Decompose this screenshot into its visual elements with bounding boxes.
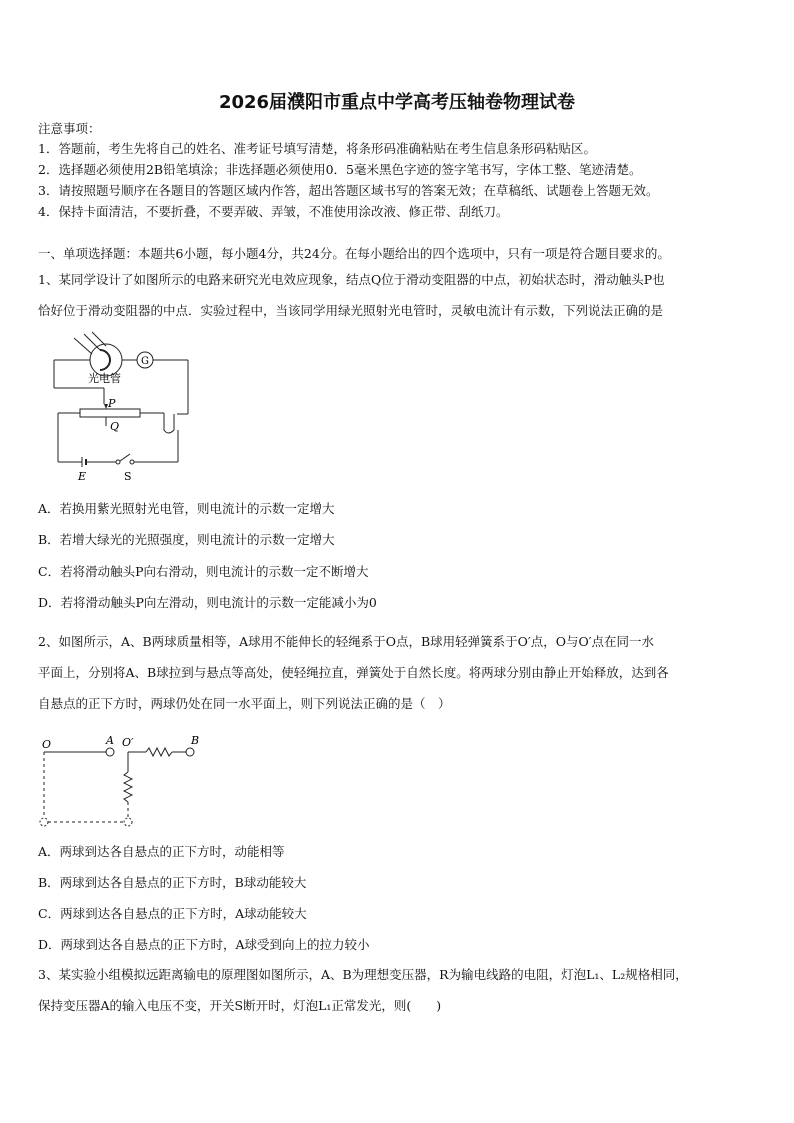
o-label: O [42,738,52,751]
q1-stem-line1: 1、某同学设计了如图所示的电路来研究光电效应现象，结点Q位于滑动变阻器的中点，初始状态时，滑动触头P也 [38,272,665,287]
s-label: S [124,470,132,483]
galvanometer-label: G [141,356,149,367]
notice-heading: 注意事项： [38,121,101,136]
q2-stem-line3: 自悬点的正下方时，两球仍处在同一水平面上，则下列说法正确的是（ ） [38,696,451,711]
q2-stem-line2: 平面上，分别将A、B球拉到与悬点等高处，使轻绳拉直，弹簧处于自然长度。将两球分别由静止开始释放，达到各 [38,665,669,680]
q1-option-d: D．若将滑动触头P向左滑动，则电流计的示数一定能减小为0 [38,595,377,610]
q1-circuit-figure [44,330,204,485]
o-prime-label: O′ [122,736,134,749]
page-title: 2026届濮阳市重点中学高考压轴卷物理试卷 [218,92,576,113]
q2-option-c: C．两球到达各自悬点的正下方时，A球动能较大 [38,906,307,921]
notice-item-3: 3．请按照题号顺序在各题目的答题区域内作答，超出答题区域书写的答案无效；在草稿纸、试题卷上答题无效。 [38,183,659,198]
q-label: Q [110,420,120,433]
section-heading: 一、单项选择题：本题共6小题，每小题4分，共24分。在每小题给出的四个选项中，只有一项是符合题目要求的。 [38,246,670,261]
q2-option-b: B．两球到达各自悬点的正下方时，B球动能较大 [38,875,307,890]
b-label: B [191,734,200,747]
q2-option-d: D．两球到达各自悬点的正下方时，A球受到向上的拉力较小 [38,937,370,952]
notice-item-4: 4．保持卡面清洁，不要折叠，不要弄破、弄皱，不准使用涂改液、修正带、刮纸刀。 [38,204,509,219]
q1-stem-line2: 恰好位于滑动变阻器的中点．实验过程中，当该同学用绿光照射光电管时，灵敏电流计有示数，下列说法正确的是 [38,303,664,318]
e-label: E [78,470,87,483]
q2-pendulum-figure [36,734,216,830]
q2-stem-line1: 2、如图所示，A、B两球质量相等，A球用不能伸长的轻绳系于O点，B球用轻弹簧系于O′点，O与O′点在同一水 [38,634,655,649]
tube-label: 光电管 [88,372,121,385]
p-label: P [108,397,116,410]
notice-item-2: 2．选择题必须使用2B铅笔填涂；非选择题必须使用0．5毫米黑色字迹的签字笔书写，字体工整、笔迹清楚。 [38,162,642,177]
a-label: A [106,734,114,747]
notice-item-1: 1．答题前，考生先将自己的姓名、准考证号填写清楚，将条形码准确粘贴在考生信息条形码粘贴区。 [38,141,596,156]
q1-option-b: B．若增大绿光的光照强度，则电流计的示数一定增大 [38,532,335,547]
q3-stem-line1: 3、某实验小组模拟远距离输电的原理图如图所示，A、B为理想变压器，R为输电线路的电阻，灯泡L₁、L₂规格相同， [38,967,688,982]
q3-stem-line2: 保持变压器A的输入电压不变，开关S断开时，灯泡L₁正常发光，则( ) [38,998,442,1013]
q1-option-c: C．若将滑动触头P向右滑动，则电流计的示数一定不断增大 [38,564,369,579]
q2-option-a: A．两球到达各自悬点的正下方时，动能相等 [38,844,285,859]
q1-option-a: A．若换用紫光照射光电管，则电流计的示数一定增大 [38,501,335,516]
